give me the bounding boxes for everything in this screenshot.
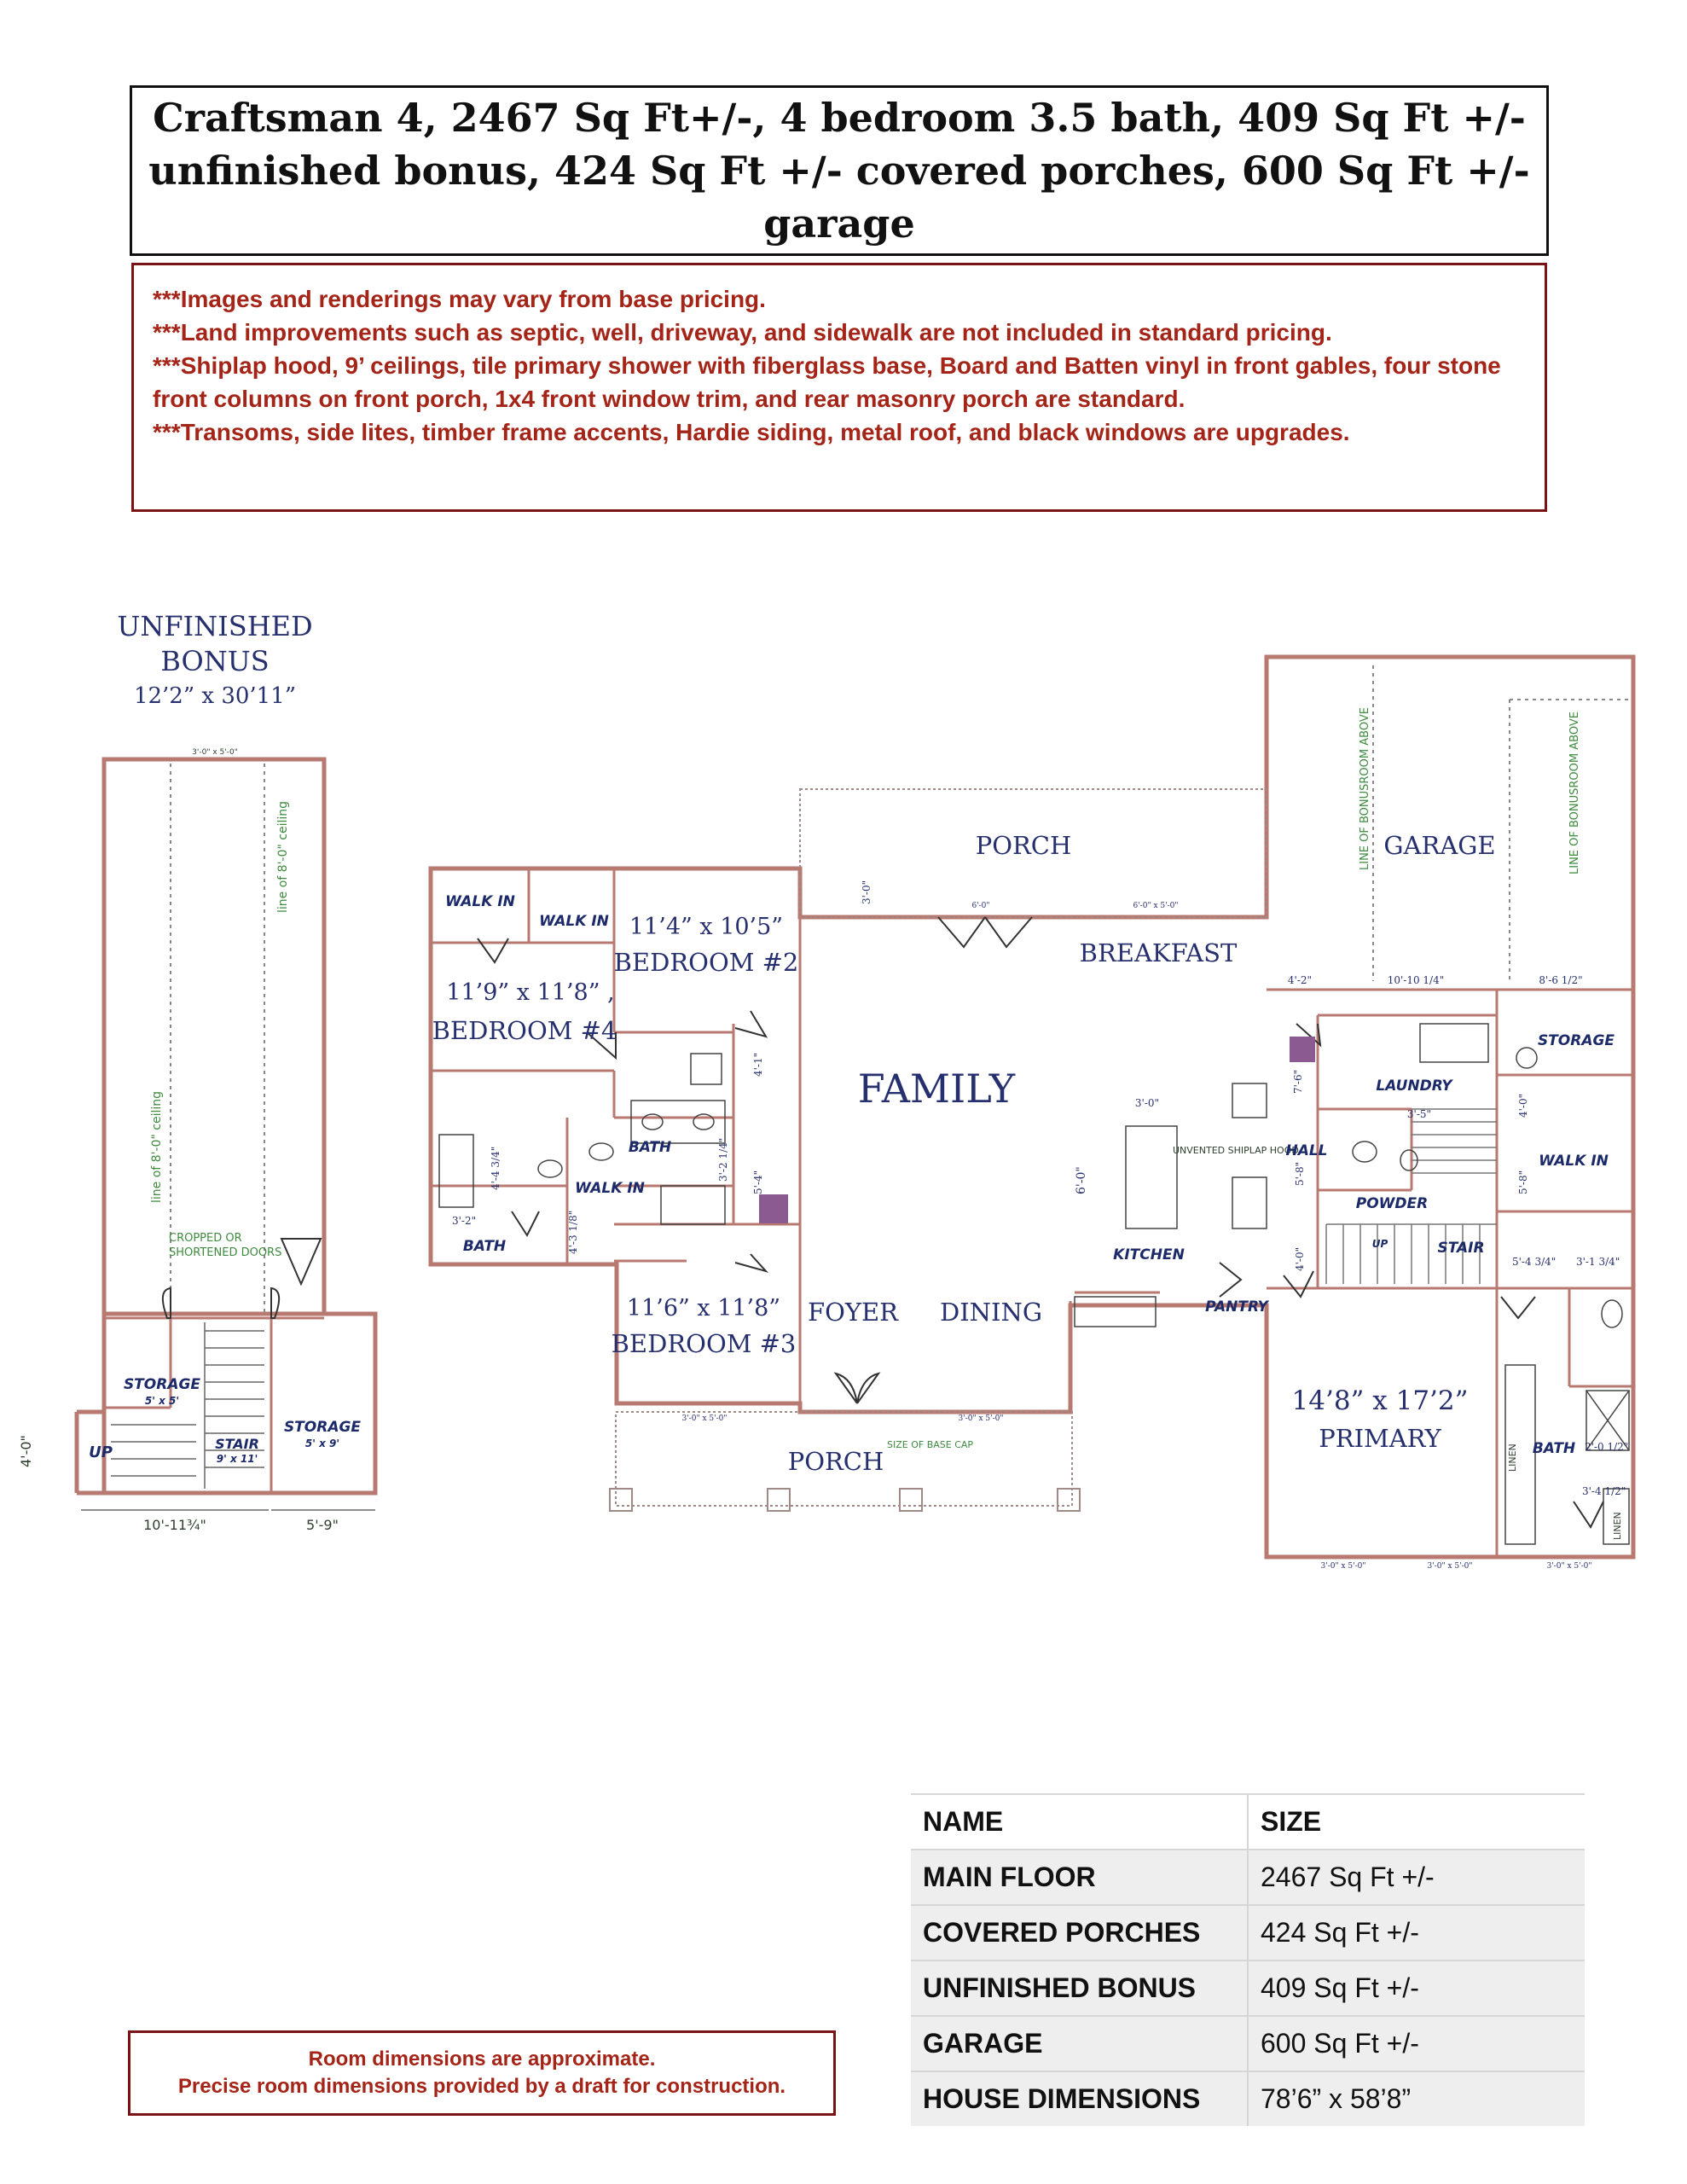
primary-dims: 14’8” x 17’2” xyxy=(1291,1385,1469,1416)
note-item: ***Shiplap hood, 9’ ceilings, tile primary shower with fiberglass base, Board and Batten vinyl in front gables, four stone front columns on front porch, 1x4 front window trim, and rear masonry porch are standard. xyxy=(153,352,1501,412)
table-row xyxy=(911,1960,1585,2016)
linen-label-left: LINEN xyxy=(1507,1443,1518,1472)
dim-label: 3'-0" xyxy=(1134,1097,1160,1109)
note-item: ***Images and renderings may vary from base pricing. xyxy=(153,286,766,312)
dim-label: 3'-2 1/4" xyxy=(717,1137,729,1182)
bonus-window-label: 3'-0" x 5'-0" xyxy=(192,748,238,757)
bonus-up-label: UP xyxy=(89,1443,113,1461)
dim-label: 5'-4 3/4" xyxy=(1512,1256,1557,1268)
table-cell-name: GARAGE xyxy=(911,2016,1248,2071)
dim-label: 3'-5" xyxy=(1406,1108,1432,1120)
table-header-size: SIZE xyxy=(1248,1794,1585,1850)
primary-label: PRIMARY xyxy=(1319,1424,1441,1453)
walk-in-left-label: WALK IN xyxy=(445,893,515,910)
dim-label: 5'-8" xyxy=(1517,1170,1529,1194)
dim-label: 3'-0" x 5'-0" xyxy=(1427,1562,1473,1571)
breakfast-label: BREAKFAST xyxy=(1079,938,1238,967)
table-row xyxy=(911,1850,1585,1905)
bath-lower-label: BATH xyxy=(462,1238,507,1255)
table-header-name: NAME xyxy=(911,1794,1248,1850)
stair-up-label: UP xyxy=(1371,1238,1388,1250)
bonus-storage-right-size: 5' x 9' xyxy=(304,1438,340,1449)
table-cell-name: COVERED PORCHES xyxy=(911,1905,1248,1960)
bedroom4-dims: 11’9” x 11’8” , xyxy=(446,979,615,1006)
dim-label: 3'-0" x 5'-0" xyxy=(958,1414,1004,1423)
dim-label: 5'-8" xyxy=(1294,1161,1306,1186)
disclaimer-line-2: Precise room dimensions provided by a draft for construction. xyxy=(177,2075,786,2098)
garage-note-right: LINE OF BONUSROOM ABOVE xyxy=(1568,712,1581,874)
base-cap-note: SIZE OF BASE CAP xyxy=(887,1439,974,1450)
dim-label: 3'-0" xyxy=(861,880,872,904)
dim-label: 4'-0" xyxy=(1294,1246,1306,1271)
laundry-tile xyxy=(1290,1037,1315,1062)
title-line-2: unfinished bonus, 424 Sq Ft +/- covered porches, 600 Sq Ft +/- garage xyxy=(148,148,1530,247)
dining-label: DINING xyxy=(939,1298,1043,1327)
dim-label: 3'-1 3/4" xyxy=(1576,1256,1620,1268)
bedroom2-dims: 11’4” x 10’5” xyxy=(629,914,784,940)
bonus-dim-width-right: 5'-9" xyxy=(306,1517,339,1533)
dim-label: 3'-0" x 5'-0" xyxy=(1320,1562,1366,1571)
bonus-ceiling-label-left: line of 8'-0" ceiling xyxy=(150,1090,164,1203)
bonus-storage-right: STORAGE xyxy=(283,1419,362,1436)
family-label: FAMILY xyxy=(857,1066,1016,1112)
note-item: ***Land improvements such as septic, well, driveway, and sidewalk are not included in standard pricing. xyxy=(153,319,1332,346)
dim-label: 3'-0" x 5'-0" xyxy=(681,1414,728,1423)
bonus-stair: STAIR xyxy=(215,1436,259,1452)
bonus-title-2: BONUS xyxy=(160,645,270,677)
bonus-title-1: UNFINISHED xyxy=(117,610,313,642)
dim-label: 5'-4" xyxy=(752,1170,764,1194)
bedroom3-dims: 11’6” x 11’8” xyxy=(626,1295,781,1321)
dim-label: 3'-0" x 5'-0" xyxy=(1546,1562,1592,1571)
title-box xyxy=(130,85,1549,256)
table-cell-name: HOUSE DIMENSIONS xyxy=(911,2071,1248,2126)
dim-label: 2'-0 1/2" xyxy=(1585,1441,1629,1453)
hood-note: UNVENTED SHIPLAP HOOD xyxy=(1173,1145,1299,1156)
title-line-1: Craftsman 4, 2467 Sq Ft+/-, 4 bedroom 3.5 bath, 409 Sq Ft +/- xyxy=(153,95,1526,141)
garage-note-left: LINE OF BONUSROOM ABOVE xyxy=(1359,707,1371,870)
dim-label: 8'-6 1/2" xyxy=(1539,974,1583,986)
kitchen-label: KITCHEN xyxy=(1113,1246,1185,1263)
table-header-row xyxy=(911,1794,1585,1850)
foyer-label: FOYER xyxy=(807,1298,899,1327)
walk-in-right-label: WALK IN xyxy=(539,913,609,930)
walk-in-lower-label: WALK IN xyxy=(575,1180,645,1197)
dim-label: 4'-4 3/4" xyxy=(490,1146,501,1190)
disclaimer-line-1: Room dimensions are approximate. xyxy=(308,2048,656,2071)
dim-label: 4'-3 1/8" xyxy=(567,1210,579,1254)
dim-label: 6'-0" xyxy=(971,902,990,910)
front-porch-label: PORCH xyxy=(787,1447,884,1476)
stair-label: STAIR xyxy=(1437,1240,1485,1257)
dim-label: 4'-2" xyxy=(1287,974,1313,986)
dim-label: 3'-2" xyxy=(452,1215,477,1227)
bonus-outline xyxy=(104,759,324,1314)
table-cell-size: 78’6” x 58’8” xyxy=(1248,2071,1585,2126)
laundry-label: LAUNDRY xyxy=(1376,1077,1452,1095)
notes-box xyxy=(131,263,1547,512)
disclaimer-box xyxy=(128,2030,836,2116)
powder-label: POWDER xyxy=(1355,1195,1429,1212)
bonus-dim-height: 4'-0" xyxy=(18,1435,34,1467)
bonus-dim-width-left: 10'-11¾" xyxy=(143,1517,206,1533)
main-walls xyxy=(431,657,1633,1557)
bonus-dims: 12’2” x 30’11” xyxy=(133,683,297,709)
dim-label: 6'-0" x 5'-0" xyxy=(1133,902,1179,910)
dim-label: 4'-0" xyxy=(1517,1093,1529,1118)
bonus-doors-note-2: SHORTENED DOORS xyxy=(169,1246,282,1259)
bedroom2-label: BEDROOM #2 xyxy=(613,948,799,977)
bonus-stair-size: 9' x 11' xyxy=(216,1453,258,1465)
dim-label: 10'-10 1/4" xyxy=(1387,974,1445,986)
bonus-doors-note-1: CROPPED OR xyxy=(169,1232,242,1245)
bonus-storage-left: STORAGE xyxy=(123,1376,201,1393)
dim-label: 6'-0" xyxy=(1075,1166,1088,1194)
hall-label: HALL xyxy=(1285,1142,1328,1159)
table-cell-name: MAIN FLOOR xyxy=(911,1850,1248,1905)
table-cell-size: 424 Sq Ft +/- xyxy=(1248,1905,1585,1960)
square-footage-table xyxy=(911,1793,1585,2126)
table-cell-size: 600 Sq Ft +/- xyxy=(1248,2016,1585,2071)
table-cell-size: 2467 Sq Ft +/- xyxy=(1248,1850,1585,1905)
dim-label: 4'-1" xyxy=(752,1052,764,1077)
note-item: ***Transoms, side lites, timber frame accents, Hardie siding, metal roof, and black windows are upgrades. xyxy=(153,419,1350,445)
garage-label: GARAGE xyxy=(1383,831,1496,860)
linen-label-right: LINEN xyxy=(1612,1512,1623,1540)
storage-label: STORAGE xyxy=(1537,1032,1615,1049)
walk-in-primary-label: WALK IN xyxy=(1539,1153,1609,1170)
bonus-storage-left-size: 5' x 5' xyxy=(144,1395,180,1407)
primary-bath-label: BATH xyxy=(1532,1440,1576,1457)
rear-porch-label: PORCH xyxy=(975,831,1072,860)
bedroom3-label: BEDROOM #3 xyxy=(611,1329,797,1358)
bonus-ceiling-label-right: line of 8'-0" ceiling xyxy=(276,800,290,913)
table-row xyxy=(911,1905,1585,1960)
shower-tile xyxy=(759,1194,788,1223)
table-cell-size: 409 Sq Ft +/- xyxy=(1248,1960,1585,2016)
table-row xyxy=(911,2071,1585,2126)
pantry-label: PANTRY xyxy=(1205,1298,1268,1316)
bedroom4-label: BEDROOM #4 xyxy=(432,1016,617,1045)
table-row xyxy=(911,2016,1585,2071)
dim-label: 7'-6" xyxy=(1292,1069,1304,1094)
floor-plan xyxy=(0,589,1687,1612)
dim-label: 3'-4 1/2" xyxy=(1582,1485,1626,1497)
table-cell-name: UNFINISHED BONUS xyxy=(911,1960,1248,2016)
bath-upper-label: BATH xyxy=(628,1139,672,1156)
